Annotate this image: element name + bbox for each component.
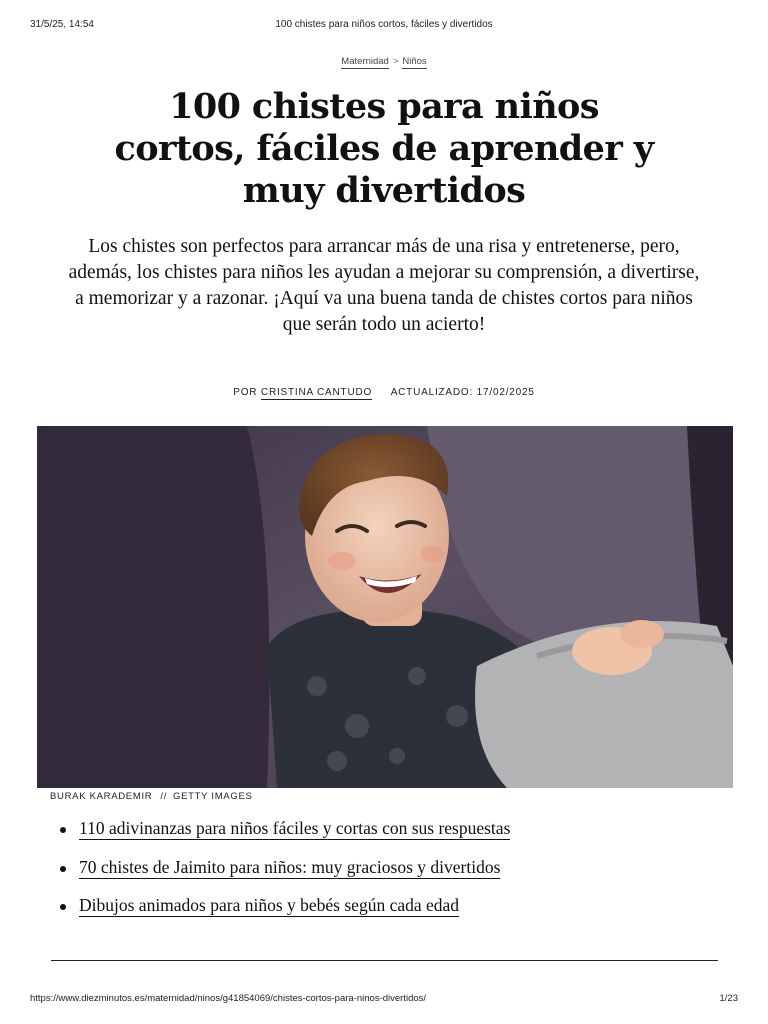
print-footer	[0, 993, 768, 1007]
article-lede: Los chistes son perfectos para arrancar más de una risa y entretenerse, pero, además, los chistes para niños les ayudan a mejorar su comprensión, a divertirse, a memorizar y a razonar. ¡Aquí va una buena tanda de chistes cortos para niños que serán todo un acierto!	[68, 236, 700, 335]
related-link-dibujos[interactable]: Dibujos animados para niños y bebés según cada edad	[79, 895, 460, 915]
updated-label: ACTUALIZADO:	[390, 387, 474, 398]
breadcrumb-separator: >	[392, 56, 399, 67]
credit-agency: GETTY IMAGES	[173, 791, 253, 802]
print-page-title: 100 chistes para niños cortos, fáciles y divertidos	[275, 19, 493, 30]
print-url: https://www.diezminutos.es/maternidad/ninos/g41854069/chistes-cortos-para-ninos-divertidos/	[30, 993, 427, 1004]
hero-photo-illustration	[37, 426, 733, 788]
breadcrumb-item-ninos[interactable]: Niños	[402, 56, 427, 67]
author-link[interactable]: CRISTINA CANTUDO	[260, 387, 373, 398]
image-credit	[50, 791, 253, 802]
credit-photographer: BURAK KARADEMIR	[50, 791, 153, 802]
divider	[51, 960, 718, 961]
related-link-jaimito[interactable]: 70 chistes de Jaimito para niños: muy graciosos y divertidos	[79, 856, 501, 877]
list-item	[54, 895, 714, 934]
print-datetime: 31/5/25, 14:54	[30, 19, 94, 30]
article-title: 100 chistes para niños cortos, fáciles de aprender y muy divertidos	[114, 86, 654, 211]
hero-image	[37, 426, 733, 788]
list-item	[54, 818, 714, 857]
print-header	[0, 19, 768, 33]
credit-separator: //	[160, 791, 168, 802]
related-links-list	[54, 818, 714, 934]
list-item	[54, 857, 714, 896]
breadcrumb	[0, 56, 768, 67]
related-link-adivinanzas[interactable]: 110 adivinanzas para niños fáciles y cortas con sus respuestas	[79, 818, 511, 838]
byline-prefix: POR	[233, 387, 258, 398]
page-indicator: 1/23	[719, 993, 738, 1004]
byline	[0, 387, 768, 398]
breadcrumb-item-maternidad[interactable]: Maternidad	[341, 56, 389, 67]
updated-date: 17/02/2025	[476, 387, 535, 398]
